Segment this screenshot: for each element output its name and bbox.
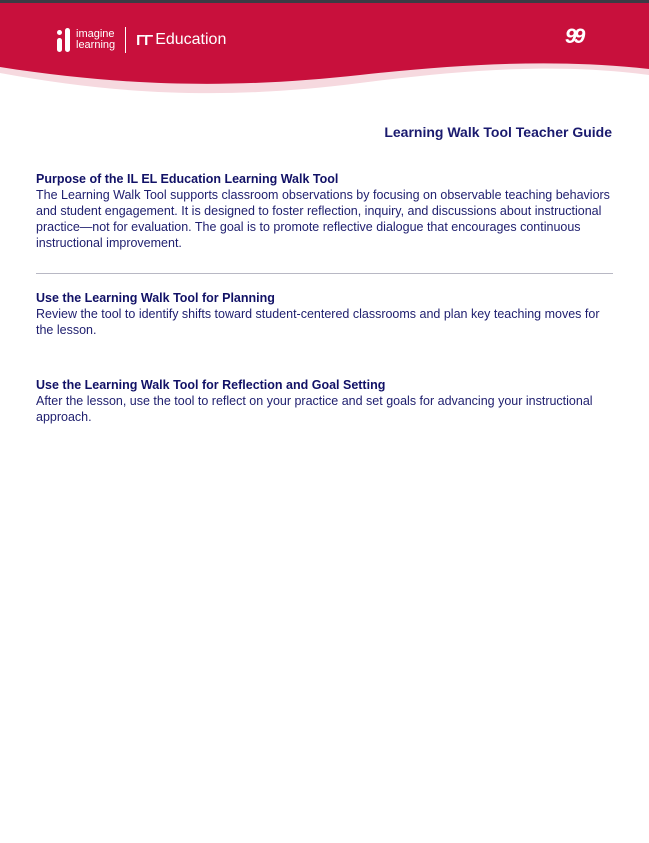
section-body: The Learning Walk Tool supports classroom observations by focusing on observable teaching behaviors and student engagement. It is designed to foster reflection, inquiry, and discussions about instructional practice—not for evaluation. The goal is to promote reflective dialogue that encourages continuous instructional improvement. <box>36 188 610 250</box>
section-body: Review the tool to identify shifts toward student-centered classrooms and plan key teaching moves for the lesson. <box>36 307 600 337</box>
banner-wave-shape <box>0 3 649 103</box>
section-planning <box>36 290 613 338</box>
section-heading: Use the Learning Walk Tool for Planning <box>36 291 275 305</box>
il-logo-icon <box>57 28 70 52</box>
brand-wordmark <box>76 29 115 51</box>
brand-line-2: learning <box>76 39 116 51</box>
el-education-icon: ΓΓ <box>136 31 153 49</box>
section-heading: Purpose of the IL EL Education Learning Walk Tool <box>36 172 339 186</box>
logo-divider <box>125 27 126 53</box>
document-title: Learning Walk Tool Teacher Guide <box>384 124 612 140</box>
il-logo-l-stem <box>65 28 70 52</box>
imagine-learning-logo <box>57 27 226 53</box>
partner-name: Education <box>155 31 227 48</box>
il-logo-i-stem <box>57 38 62 52</box>
brand-line-1: imagine <box>76 28 115 40</box>
section-divider <box>36 273 613 274</box>
quote-mark-icon: 99 <box>565 25 583 48</box>
il-logo-dot <box>57 30 62 35</box>
header-banner <box>0 3 649 103</box>
section-reflection <box>36 377 613 425</box>
section-body: After the lesson, use the tool to reflect on your practice and set goals for advancing your instructional approach. <box>36 394 593 424</box>
section-heading: Use the Learning Walk Tool for Reflection and Goal Setting <box>36 378 386 392</box>
section-purpose <box>36 171 613 251</box>
